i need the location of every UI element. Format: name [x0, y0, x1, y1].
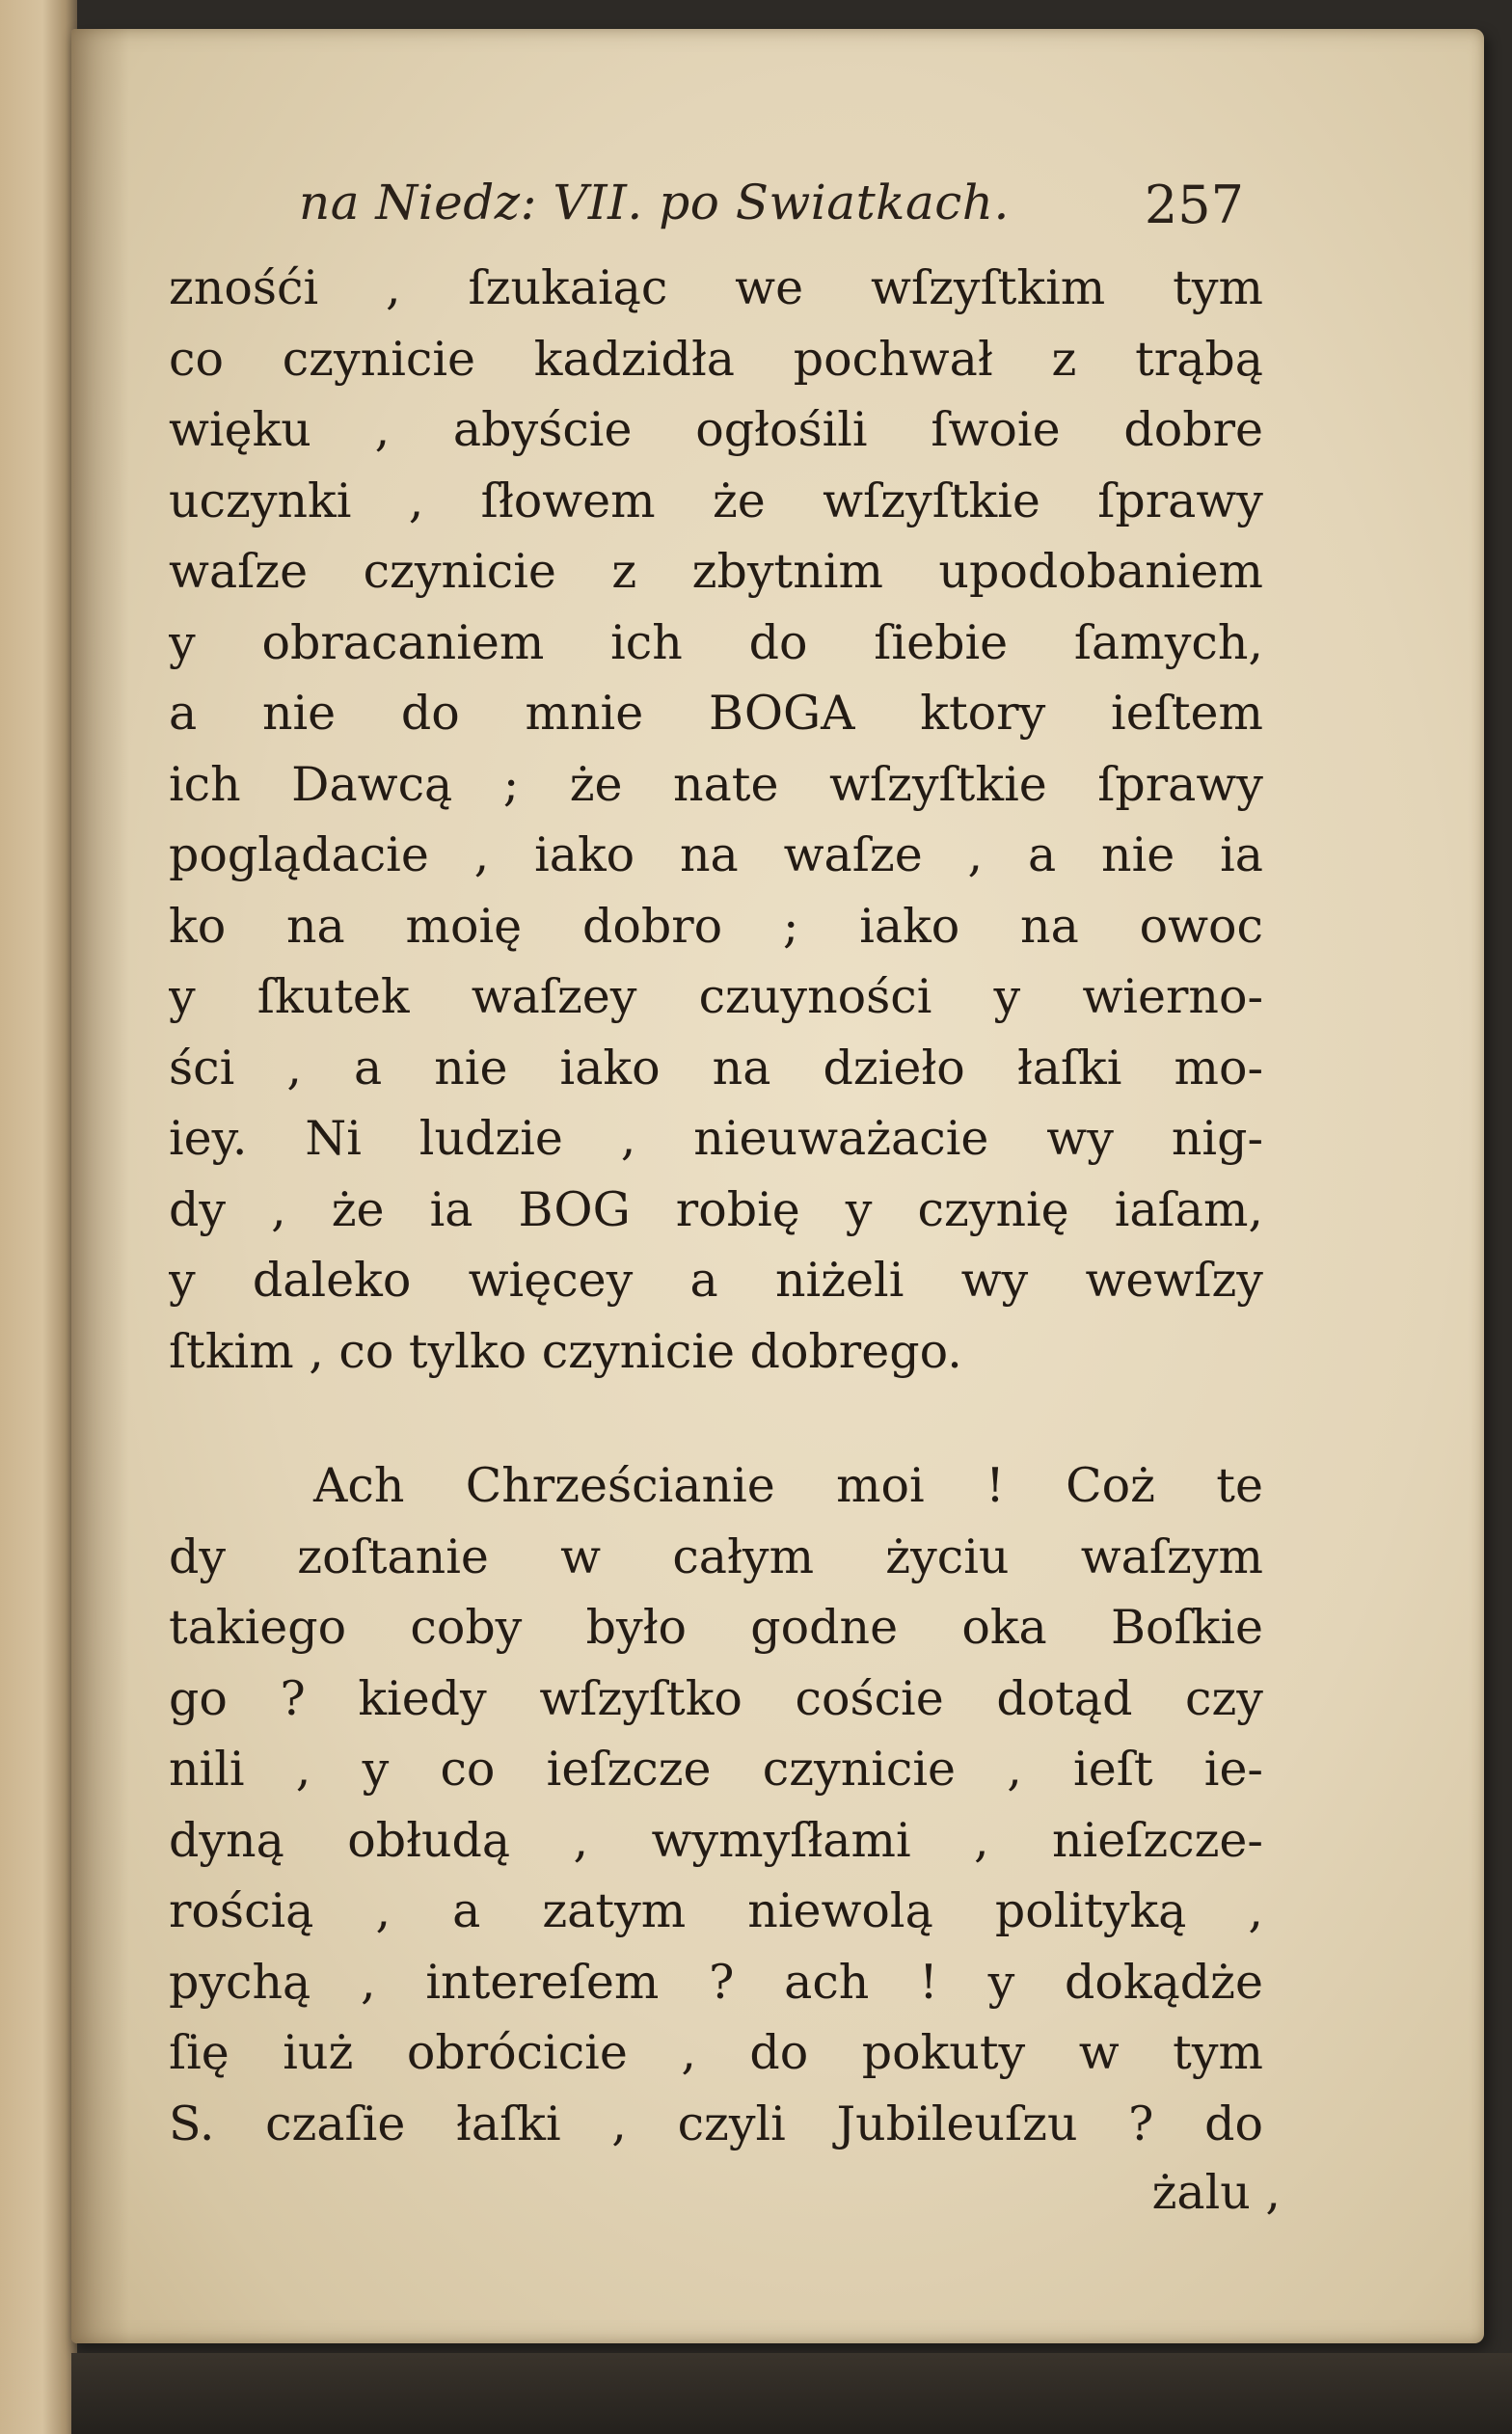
text-line: y daleko więcey a niżeli wy wewſzy	[169, 1253, 1263, 1308]
page-text	[169, 253, 1263, 2159]
text-line: uczynki , ſłowem że wſzyſtkie ſprawy	[169, 473, 1263, 528]
text-line: znośći , ſzukaiąc we wſzyſtkim tym	[169, 260, 1263, 315]
text-line: ści , a nie iako na dzieło łaſki mo-	[169, 1040, 1263, 1095]
text-line: Ach Chrześcianie moi ! Coż te	[313, 1458, 1263, 1513]
text-line: co czynicie kadzidła pochwał z trąbą	[169, 331, 1263, 387]
page-header	[299, 169, 1244, 246]
text-line: dyną obłudą , wymyſłami , nieſzcze-	[169, 1812, 1263, 1868]
background-strip	[71, 2353, 1512, 2434]
text-line: a nie do mnie BOGA ktory ieſtem	[169, 686, 1263, 741]
text-line: nili , y co ieſzcze czynicie , ieſt ie-	[169, 1742, 1263, 1797]
text-line: y ſkutek waſzey czuyności y wierno-	[169, 969, 1263, 1024]
text-line: S. czaſie łaſki , czyli Jubileuſzu ? do	[169, 2096, 1263, 2151]
page-number: 257	[1144, 175, 1244, 235]
text-line: takiego coby było godne oka Boſkie	[169, 1600, 1263, 1655]
text-line: go ? kiedy wſzyſtko coście dotąd czy	[169, 1670, 1263, 1726]
text-line: ſię iuż obrócicie , do pokuty w tym	[169, 2025, 1263, 2080]
text-line: y obracaniem ich do ſiebie ſamych,	[169, 614, 1263, 670]
text-line: dy , że ia BOG robię y czynię iaſam,	[169, 1181, 1263, 1237]
text-line: więku , abyście ogłośili ſwoie dobre	[169, 402, 1263, 457]
text-line: ſtkim , co tylko czynicie dobrego.	[169, 1323, 962, 1379]
paragraph	[169, 253, 1263, 1387]
text-line: poglądacie , iako na waſze , a nie ia	[169, 827, 1263, 882]
text-line: pychą , intereſem ? ach ! y dokądże	[169, 1954, 1263, 2010]
paragraph	[169, 1450, 1263, 2159]
text-line: iey. Ni ludzie , nieuważacie wy nig-	[169, 1111, 1263, 1166]
text-line: ko na moię dobro ; iako na owoc	[169, 898, 1263, 954]
gutter-shadow	[71, 29, 129, 2343]
text-line: dy zoſtanie w całym życiu waſzym	[169, 1528, 1263, 1584]
catchword: żalu ,	[1151, 2165, 1281, 2220]
text-line: waſze czynicie z zbytnim upodobaniem	[169, 544, 1263, 599]
text-line: ich Dawcą ; że nate wſzyſtkie ſprawy	[169, 756, 1263, 812]
running-head: na Niedz: VII. po Swiatkach.	[299, 175, 1010, 230]
paragraph-gap	[169, 1387, 1263, 1450]
facing-page-edge	[0, 0, 77, 2434]
text-line: rością , a zatym niewolą polityką ,	[169, 1883, 1263, 1938]
